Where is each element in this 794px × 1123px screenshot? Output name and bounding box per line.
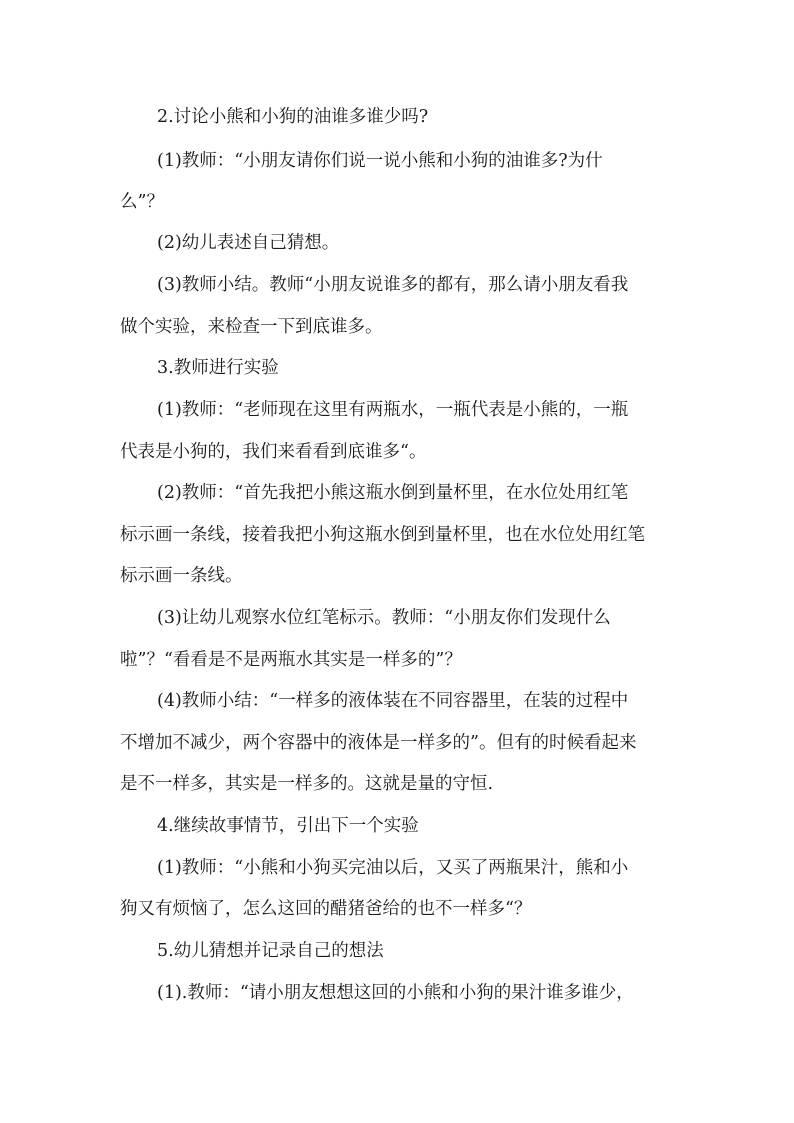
paragraph-line: (2)幼儿表述自己猜想。 (157, 233, 340, 253)
paragraph-line: 狗又有烦恼了，怎么这回的醋猪爸给的也不一样多“？ (120, 899, 532, 919)
section-heading-3: 3.教师进行实验 (157, 358, 279, 378)
paragraph-line: (3)让幼儿观察水位红笔标示。教师：“小朋友你们发现什么 (157, 608, 611, 628)
paragraph-line: 不增加不减少，两个容器中的液体是一样多的”。但有的时候看起来 (120, 733, 637, 753)
paragraph-line: (1)教师：“小朋友请你们说一说小熊和小狗的油谁多?为什 (157, 151, 603, 171)
section-heading-4: 4.继续故事情节，引出下一个实验 (157, 816, 419, 836)
paragraph-line: (1).教师：“请小朋友想想这回的小熊和小狗的果汁谁多谁少， (157, 983, 634, 1003)
section-heading-2: 2.讨论小熊和小狗的油谁多谁少吗? (157, 107, 429, 127)
paragraph-line: (3)教师小结。教师“小朋友说谁多的都有，那么请小朋友看我 (157, 275, 629, 295)
paragraph-line: 代表是小狗的，我们来看看到底谁多“。 (120, 442, 427, 462)
paragraph-line: (4)教师小结：“一样多的液体装在不同容器里，在装的过程中 (157, 691, 629, 711)
paragraph-line: (1)教师：“老师现在这里有两瓶水，一瓶代表是小熊的，一瓶 (157, 400, 629, 420)
paragraph-line: (1)教师：“小熊和小狗买完油以后，又买了两瓶果汁，熊和小 (157, 858, 629, 878)
paragraph-line: 标示画一条线。 (120, 566, 243, 586)
paragraph-line: 啦”？“看看是不是两瓶水其实是一样多的”？ (120, 650, 462, 670)
paragraph-line: 是不一样多，其实是一样多的。这就是量的守恒. (120, 774, 494, 794)
paragraph-line: 做个实验，来检查一下到底谁多。 (120, 317, 383, 337)
section-heading-5: 5.幼儿猜想并记录自己的想法 (157, 941, 384, 961)
paragraph-line: (2)教师：“首先我把小熊这瓶水倒到量杯里，在水位处用红笔 (157, 483, 629, 503)
paragraph-line: 么”？ (120, 192, 164, 212)
paragraph-line: 标示画一条线，接着我把小狗这瓶水倒到量杯里，也在水位处用红笔 (120, 525, 645, 545)
